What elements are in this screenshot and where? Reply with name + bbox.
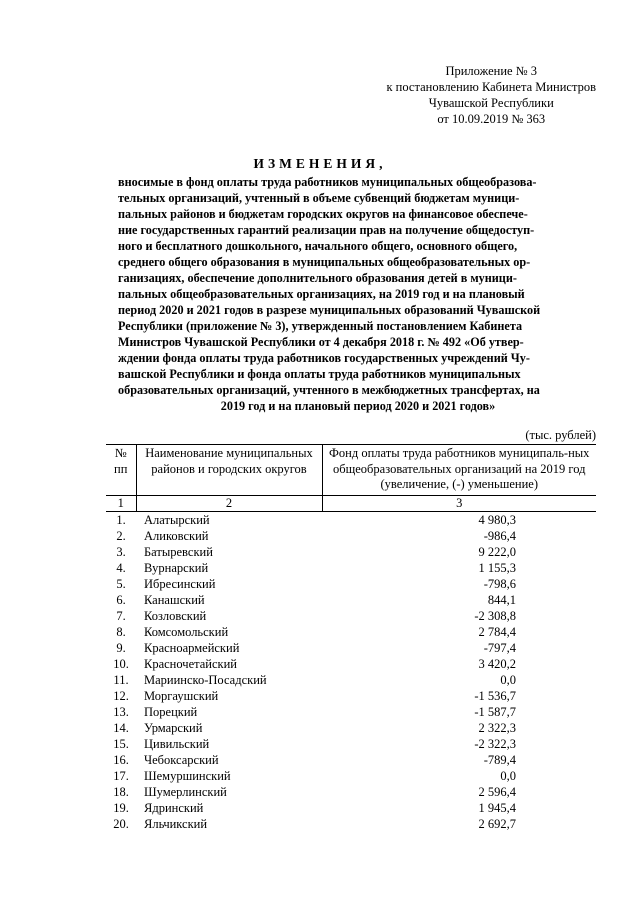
row-municipality: Канашский — [144, 592, 205, 607]
row-number: 16. — [113, 752, 129, 767]
header-fund: Фонд оплаты труда работников муниципаль-ных общеобразовательных организаций на 2019 год (увеличение, (-) уменьшение) — [322, 445, 596, 496]
table-row — [106, 624, 596, 640]
document-title: ИЗМЕНЕНИЯ, — [253, 156, 387, 171]
header-municipality: Наименование муниципальных районов и городских округов — [136, 445, 322, 496]
table-row — [106, 511, 596, 528]
row-value: -1 587,7 — [474, 704, 516, 719]
subtitle-line: тельных организаций, учтенный в объеме субвенций бюджетам муници- — [118, 191, 520, 205]
table-row — [106, 592, 596, 608]
row-number: 1. — [116, 512, 126, 527]
row-value: -1 536,7 — [474, 688, 516, 703]
row-number: 5. — [116, 576, 126, 591]
subtitle-line: ждении фонда оплаты труда работников государственных учреждений Чу- — [118, 351, 530, 365]
row-municipality: Цивильский — [144, 736, 210, 751]
table-row — [106, 640, 596, 656]
subtitle-line: пальных районов и бюджетам городских округов на финансовое обеспече- — [118, 207, 528, 221]
row-value: -2 322,3 — [474, 736, 516, 751]
subtitle-line: 2019 год и на плановый период 2020 и 2021 годов» — [220, 399, 496, 413]
row-municipality: Чебоксарский — [144, 752, 219, 767]
row-number: 3. — [116, 544, 126, 559]
table-row — [106, 656, 596, 672]
table-row — [106, 816, 596, 832]
table-row — [106, 768, 596, 784]
row-number: 12. — [113, 688, 129, 703]
row-value: 2 322,3 — [478, 720, 516, 735]
column-number: 3 — [322, 495, 596, 511]
row-number: 20. — [113, 816, 129, 831]
row-value: 4 980,3 — [478, 512, 516, 527]
document-subtitle — [118, 174, 598, 414]
row-municipality: Батыревский — [144, 544, 213, 559]
row-value: 1 155,3 — [478, 560, 516, 575]
row-value: 2 596,4 — [478, 784, 516, 799]
subtitle-line: пальных общеобразовательных организациях, на 2019 год и на плановый — [118, 287, 525, 301]
table-body — [106, 511, 596, 832]
row-number: 8. — [116, 624, 126, 639]
subtitle-line: вносимые в фонд оплаты труда работников муниципальных общеобразова- — [118, 175, 537, 189]
table-row — [106, 544, 596, 560]
row-municipality: Красночетайский — [144, 656, 237, 671]
row-number: 19. — [113, 800, 129, 815]
table-row — [106, 608, 596, 624]
row-number: 17. — [113, 768, 129, 783]
row-municipality: Козловский — [144, 608, 207, 623]
subtitle-line: Министров Чувашской Республики от 4 декабря 2018 г. № 492 «Об утвер- — [118, 335, 524, 349]
row-value: -986,4 — [483, 528, 516, 543]
budget-changes-table — [106, 444, 596, 832]
row-municipality: Урмарский — [144, 720, 203, 735]
row-value: 0,0 — [500, 768, 516, 783]
row-number: 7. — [116, 608, 126, 623]
table-header-row — [106, 445, 596, 496]
subtitle-line: ганизациях, обеспечение дополнительного образования детей в муници- — [118, 271, 517, 285]
row-value: 2 692,7 — [478, 816, 516, 831]
row-number: 4. — [116, 560, 126, 575]
appendix-date-number: от 10.09.2019 № 363 — [437, 112, 546, 126]
row-municipality: Мариинско-Посадский — [144, 672, 267, 687]
row-municipality: Шумерлинский — [144, 784, 227, 799]
row-number: 9. — [116, 640, 126, 655]
row-municipality: Порецкий — [144, 704, 198, 719]
row-municipality: Яльчикский — [144, 816, 208, 831]
row-number: 15. — [113, 736, 129, 751]
table-row — [106, 672, 596, 688]
header-number: № пп — [106, 445, 136, 496]
table-row — [106, 720, 596, 736]
row-value: -2 308,8 — [474, 608, 516, 623]
table-row — [106, 752, 596, 768]
table-row — [106, 784, 596, 800]
row-number: 10. — [113, 656, 129, 671]
row-municipality: Красноармейский — [144, 640, 240, 655]
table-row — [106, 560, 596, 576]
row-value: -798,6 — [483, 576, 516, 591]
row-value: 844,1 — [487, 592, 516, 607]
row-value: 9 222,0 — [478, 544, 516, 559]
row-number: 13. — [113, 704, 129, 719]
units-label: (тыс. рублей) — [525, 428, 596, 442]
table-row — [106, 576, 596, 592]
row-number: 14. — [113, 720, 129, 735]
subtitle-line: вашской Республики и фонда оплаты труда работников муниципальных — [118, 367, 521, 381]
subtitle-line: среднего общего образования в муниципальных общеобразовательных ор- — [118, 255, 531, 269]
subtitle-line: образовательных организаций, учтенного в межбюджетных трансфертах, на — [118, 383, 540, 397]
table-row — [106, 800, 596, 816]
row-value: 3 420,2 — [478, 656, 516, 671]
row-number: 6. — [116, 592, 126, 607]
column-number: 1 — [106, 495, 136, 511]
row-municipality: Моргаушский — [144, 688, 219, 703]
row-value: 0,0 — [500, 672, 516, 687]
row-municipality: Аликовский — [144, 528, 209, 543]
appendix-reference — [386, 63, 596, 127]
subtitle-line: ние государственных гарантий реализации прав на получение общедоступ- — [118, 223, 535, 237]
row-number: 2. — [116, 528, 126, 543]
appendix-number: Приложение № 3 — [445, 64, 537, 78]
row-value: -789,4 — [483, 752, 516, 767]
column-number: 2 — [136, 495, 322, 511]
row-municipality: Ядринский — [144, 800, 204, 815]
row-municipality: Ибресинский — [144, 576, 216, 591]
row-value: 1 945,4 — [478, 800, 516, 815]
subtitle-line: ного и бесплатного дошкольного, начального общего, основного общего, — [118, 239, 518, 253]
row-municipality: Шемуршинский — [144, 768, 231, 783]
column-number-row — [106, 495, 596, 511]
row-number: 11. — [113, 672, 129, 687]
row-value: -797,4 — [483, 640, 516, 655]
table-row — [106, 688, 596, 704]
appendix-republic: Чувашской Республики — [428, 96, 554, 110]
row-value: 2 784,4 — [478, 624, 516, 639]
row-municipality: Вурнарский — [144, 560, 209, 575]
appendix-resolution: к постановлению Кабинета Министров — [386, 80, 596, 94]
table-row — [106, 736, 596, 752]
subtitle-line: Республики (приложение № 3), утвержденный постановлением Кабинета — [118, 319, 523, 333]
subtitle-line: период 2020 и 2021 годов в разрезе муниципальных образований Чувашской — [118, 303, 541, 317]
table-row — [106, 528, 596, 544]
row-number: 18. — [113, 784, 129, 799]
row-municipality: Комсомольский — [144, 624, 229, 639]
table-row — [106, 704, 596, 720]
row-municipality: Алатырский — [144, 512, 210, 527]
